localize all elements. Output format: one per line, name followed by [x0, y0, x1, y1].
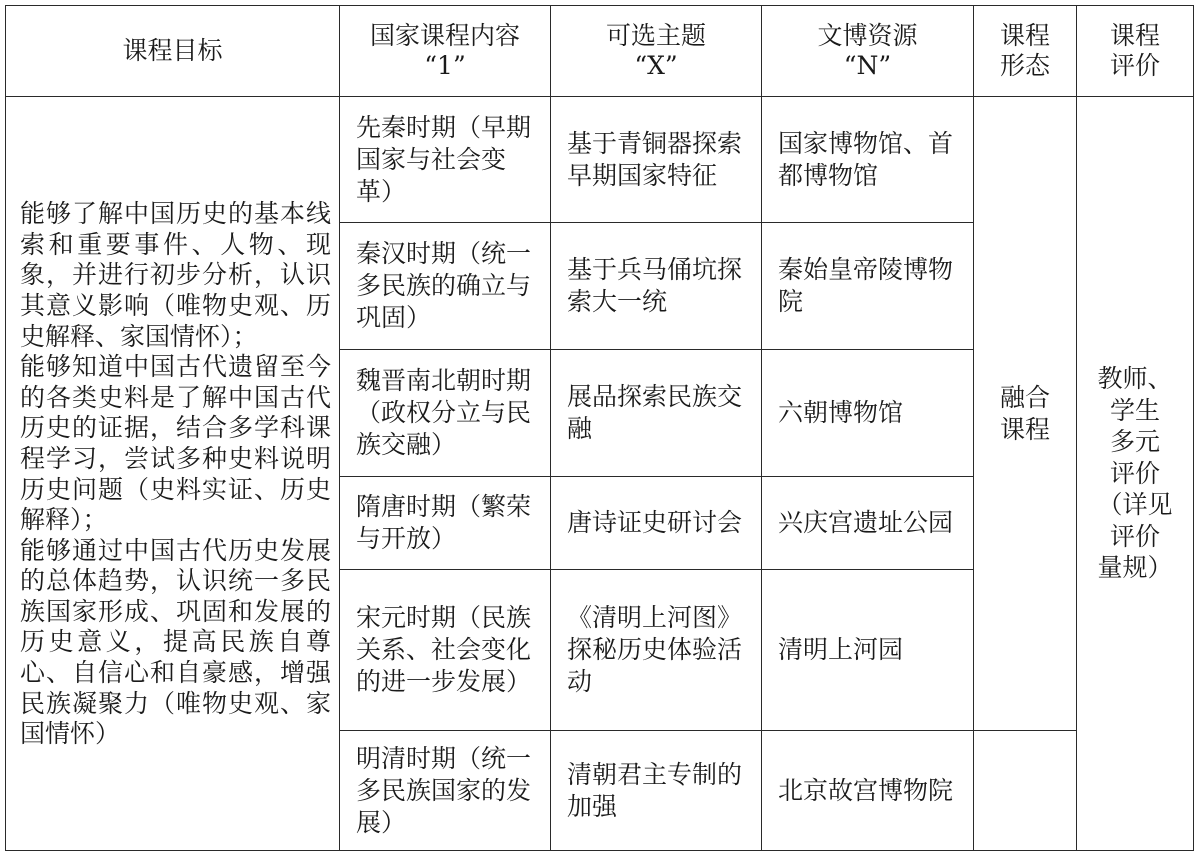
evaluation-cell: 教师、 学生 多元 评价 （详见 评价 量规） [1077, 97, 1194, 851]
goal-item: 能够了解中国历史的基本线索和重要事件、人物、现象，并进行初步分析，认识其意义影响（唯物史观、历史解释、家国情怀）； [20, 199, 331, 351]
resource-cell: 六朝博物馆 [762, 350, 974, 477]
theme-cell: 唐诗证史研讨会 [551, 477, 762, 570]
resource-cell: 兴庆宫遗址公园 [762, 477, 974, 570]
theme-cell: 展品探索民族交融 [551, 350, 762, 477]
theme-cell: 清朝君主专制的加强 [551, 731, 762, 851]
goals-cell [6, 97, 340, 851]
theme-cell: 基于青铜器探索早期国家特征 [551, 97, 762, 223]
resource-cell: 秦始皇帝陵博物院 [762, 223, 974, 350]
content-cell: 隋唐时期（繁荣与开放） [340, 477, 551, 570]
header-goal: 课程目标 [6, 6, 340, 97]
content-cell: 明清时期（统一多民族国家的发展） [340, 731, 551, 851]
resource-cell: 清明上河园 [762, 570, 974, 731]
header-evaluation: 课程 评价 [1077, 6, 1194, 97]
header-form: 课程 形态 [974, 6, 1077, 97]
theme-cell: 基于兵马俑坑探索大一统 [551, 223, 762, 350]
form-cell-empty [974, 731, 1077, 851]
resource-cell: 国家博物馆、首都博物馆 [762, 97, 974, 223]
content-cell: 宋元时期（民族关系、社会变化的进一步发展） [340, 570, 551, 731]
curriculum-table [5, 5, 1194, 851]
content-cell: 魏晋南北朝时期（政权分立与民族交融） [340, 350, 551, 477]
resource-cell: 北京故宫博物院 [762, 731, 974, 851]
theme-cell: 《清明上河图》探秘历史体验活动 [551, 570, 762, 731]
header-resource: 文博资源 “N” [762, 6, 974, 97]
form-cell: 融合 课程 [974, 97, 1077, 731]
goal-item: 能够通过中国古代历史发展的总体趋势，认识统一多民族国家形成、巩固和发展的历史意义，提高民族自尊心、自信心和自豪感，增强民族凝聚力（唯物史观、家国情怀） [20, 535, 331, 749]
content-cell: 先秦时期（早期国家与社会变革） [340, 97, 551, 223]
content-cell: 秦汉时期（统一多民族的确立与巩固） [340, 223, 551, 350]
goal-item: 能够知道中国古代遗留至今的各类史料是了解中国古代历史的证据，结合多学科课程学习，尝试多种史料说明历史问题（史料实证、历史解释）； [20, 352, 331, 535]
table-row [6, 97, 1194, 223]
header-national-content: 国家课程内容 “1” [340, 6, 551, 97]
header-theme: 可选主题 “X” [551, 6, 762, 97]
header-row [6, 6, 1194, 97]
